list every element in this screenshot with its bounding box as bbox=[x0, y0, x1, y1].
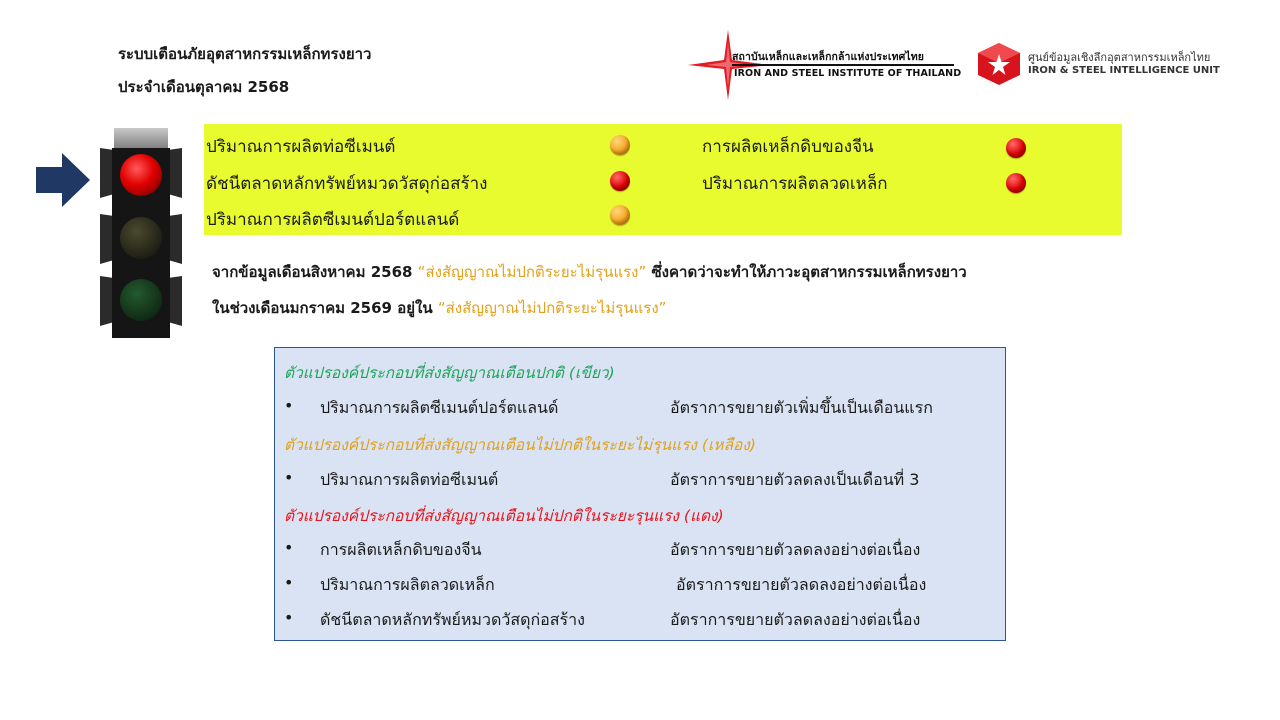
summary-text: ซึ่งคาดว่าจะทำให้ภาวะอุตสาหกรรมเหล็กทรงยาว bbox=[646, 263, 967, 281]
item-rate: อัตราการขยายตัวลดลงเป็นเดือนที่ 3 bbox=[670, 470, 920, 489]
page-subtitle: ประจำเดือนตุลาคม 2568 bbox=[118, 78, 290, 96]
indicator-label: ปริมาณการผลิตลวดเหล็ก bbox=[702, 174, 888, 194]
bullet: • bbox=[284, 538, 294, 557]
item-rate: อัตราการขยายตัวลดลงอย่างต่อเนื่อง bbox=[676, 575, 927, 594]
indicator-label: การผลิตเหล็กดิบของจีน bbox=[702, 137, 874, 157]
summary-highlight: “ส่งสัญญาณไม่ปกติระยะไม่รุนแรง” bbox=[437, 299, 667, 317]
item-name: ปริมาณการผลิตซีเมนต์ปอร์ตแลนด์ bbox=[320, 398, 559, 417]
status-dot bbox=[1006, 138, 1026, 158]
summary-text: จากข้อมูลเดือนสิงหาคม 2568 bbox=[212, 263, 418, 281]
item-name: การผลิตเหล็กดิบของจีน bbox=[320, 540, 482, 559]
status-dot bbox=[610, 205, 630, 225]
logo-divider bbox=[732, 64, 954, 66]
green-section-title: ตัวแปรองค์ประกอบที่ส่งสัญญาณเตือนปกติ (เขียว) bbox=[284, 364, 615, 382]
isiu-thai-name: ศูนย์ข้อมูลเชิงลึกอุตสาหกรรมเหล็กไทย bbox=[1028, 51, 1211, 64]
bullet: • bbox=[284, 468, 294, 487]
summary-highlight: “ส่งสัญญาณไม่ปกติระยะไม่รุนแรง” bbox=[417, 263, 647, 281]
cube-star-icon bbox=[976, 42, 1022, 86]
yellow-lamp bbox=[120, 217, 162, 259]
status-dot bbox=[1006, 173, 1026, 193]
page-title: ระบบเตือนภัยอุตสาหกรรมเหล็กทรงยาว bbox=[118, 45, 372, 63]
yellow-section-title: ตัวแปรองค์ประกอบที่ส่งสัญญาณเตือนไม่ปกติในระยะไม่รุนแรง (เหลือง) bbox=[284, 436, 756, 454]
item-name: ปริมาณการผลิตท่อซีเมนต์ bbox=[320, 470, 499, 489]
status-dot bbox=[610, 135, 630, 155]
indicator-label: ดัชนีตลาดหลักทรัพย์หมวดวัสดุก่อสร้าง bbox=[206, 174, 488, 194]
status-dot bbox=[610, 171, 630, 191]
item-rate: อัตราการขยายตัวเพิ่มขึ้นเป็นเดือนแรก bbox=[670, 398, 933, 417]
isit-en-name: IRON AND STEEL INSTITUTE OF THAILAND bbox=[734, 68, 962, 79]
isit-logo bbox=[688, 28, 962, 102]
red-section-title: ตัวแปรองค์ประกอบที่ส่งสัญญาณเตือนไม่ปกติในระยะรุนแรง (แดง) bbox=[284, 507, 724, 525]
item-rate: อัตราการขยายตัวลดลงอย่างต่อเนื่อง bbox=[670, 540, 921, 559]
summary-line-2 bbox=[212, 296, 666, 320]
detail-box bbox=[274, 347, 1006, 641]
indicator-label: ปริมาณการผลิตซีเมนต์ปอร์ตแลนด์ bbox=[206, 210, 460, 230]
item-name: ดัชนีตลาดหลักทรัพย์หมวดวัสดุก่อสร้าง bbox=[320, 610, 585, 629]
arrow-right-icon bbox=[36, 153, 90, 207]
traffic-light bbox=[100, 128, 182, 338]
green-lamp bbox=[120, 279, 162, 321]
indicator-panel bbox=[204, 124, 1122, 235]
item-rate: อัตราการขยายตัวลดลงอย่างต่อเนื่อง bbox=[670, 610, 921, 629]
indicator-label: ปริมาณการผลิตท่อซีเมนต์ bbox=[206, 137, 396, 157]
red-lamp bbox=[120, 154, 162, 196]
isiu-en-name: IRON & STEEL INTELLIGENCE UNIT bbox=[1028, 65, 1220, 76]
bullet: • bbox=[284, 608, 294, 627]
summary-text: ในช่วงเดือนมกราคม 2569 อยู่ใน bbox=[212, 299, 438, 317]
isit-thai-name: สถาบันเหล็กและเหล็กกล้าแห่งประเทศไทย bbox=[732, 51, 925, 63]
bullet: • bbox=[284, 573, 294, 592]
bullet: • bbox=[284, 396, 294, 415]
item-name: ปริมาณการผลิตลวดเหล็ก bbox=[320, 575, 495, 594]
isiu-logo bbox=[976, 42, 1236, 88]
summary-line-1 bbox=[212, 260, 967, 284]
